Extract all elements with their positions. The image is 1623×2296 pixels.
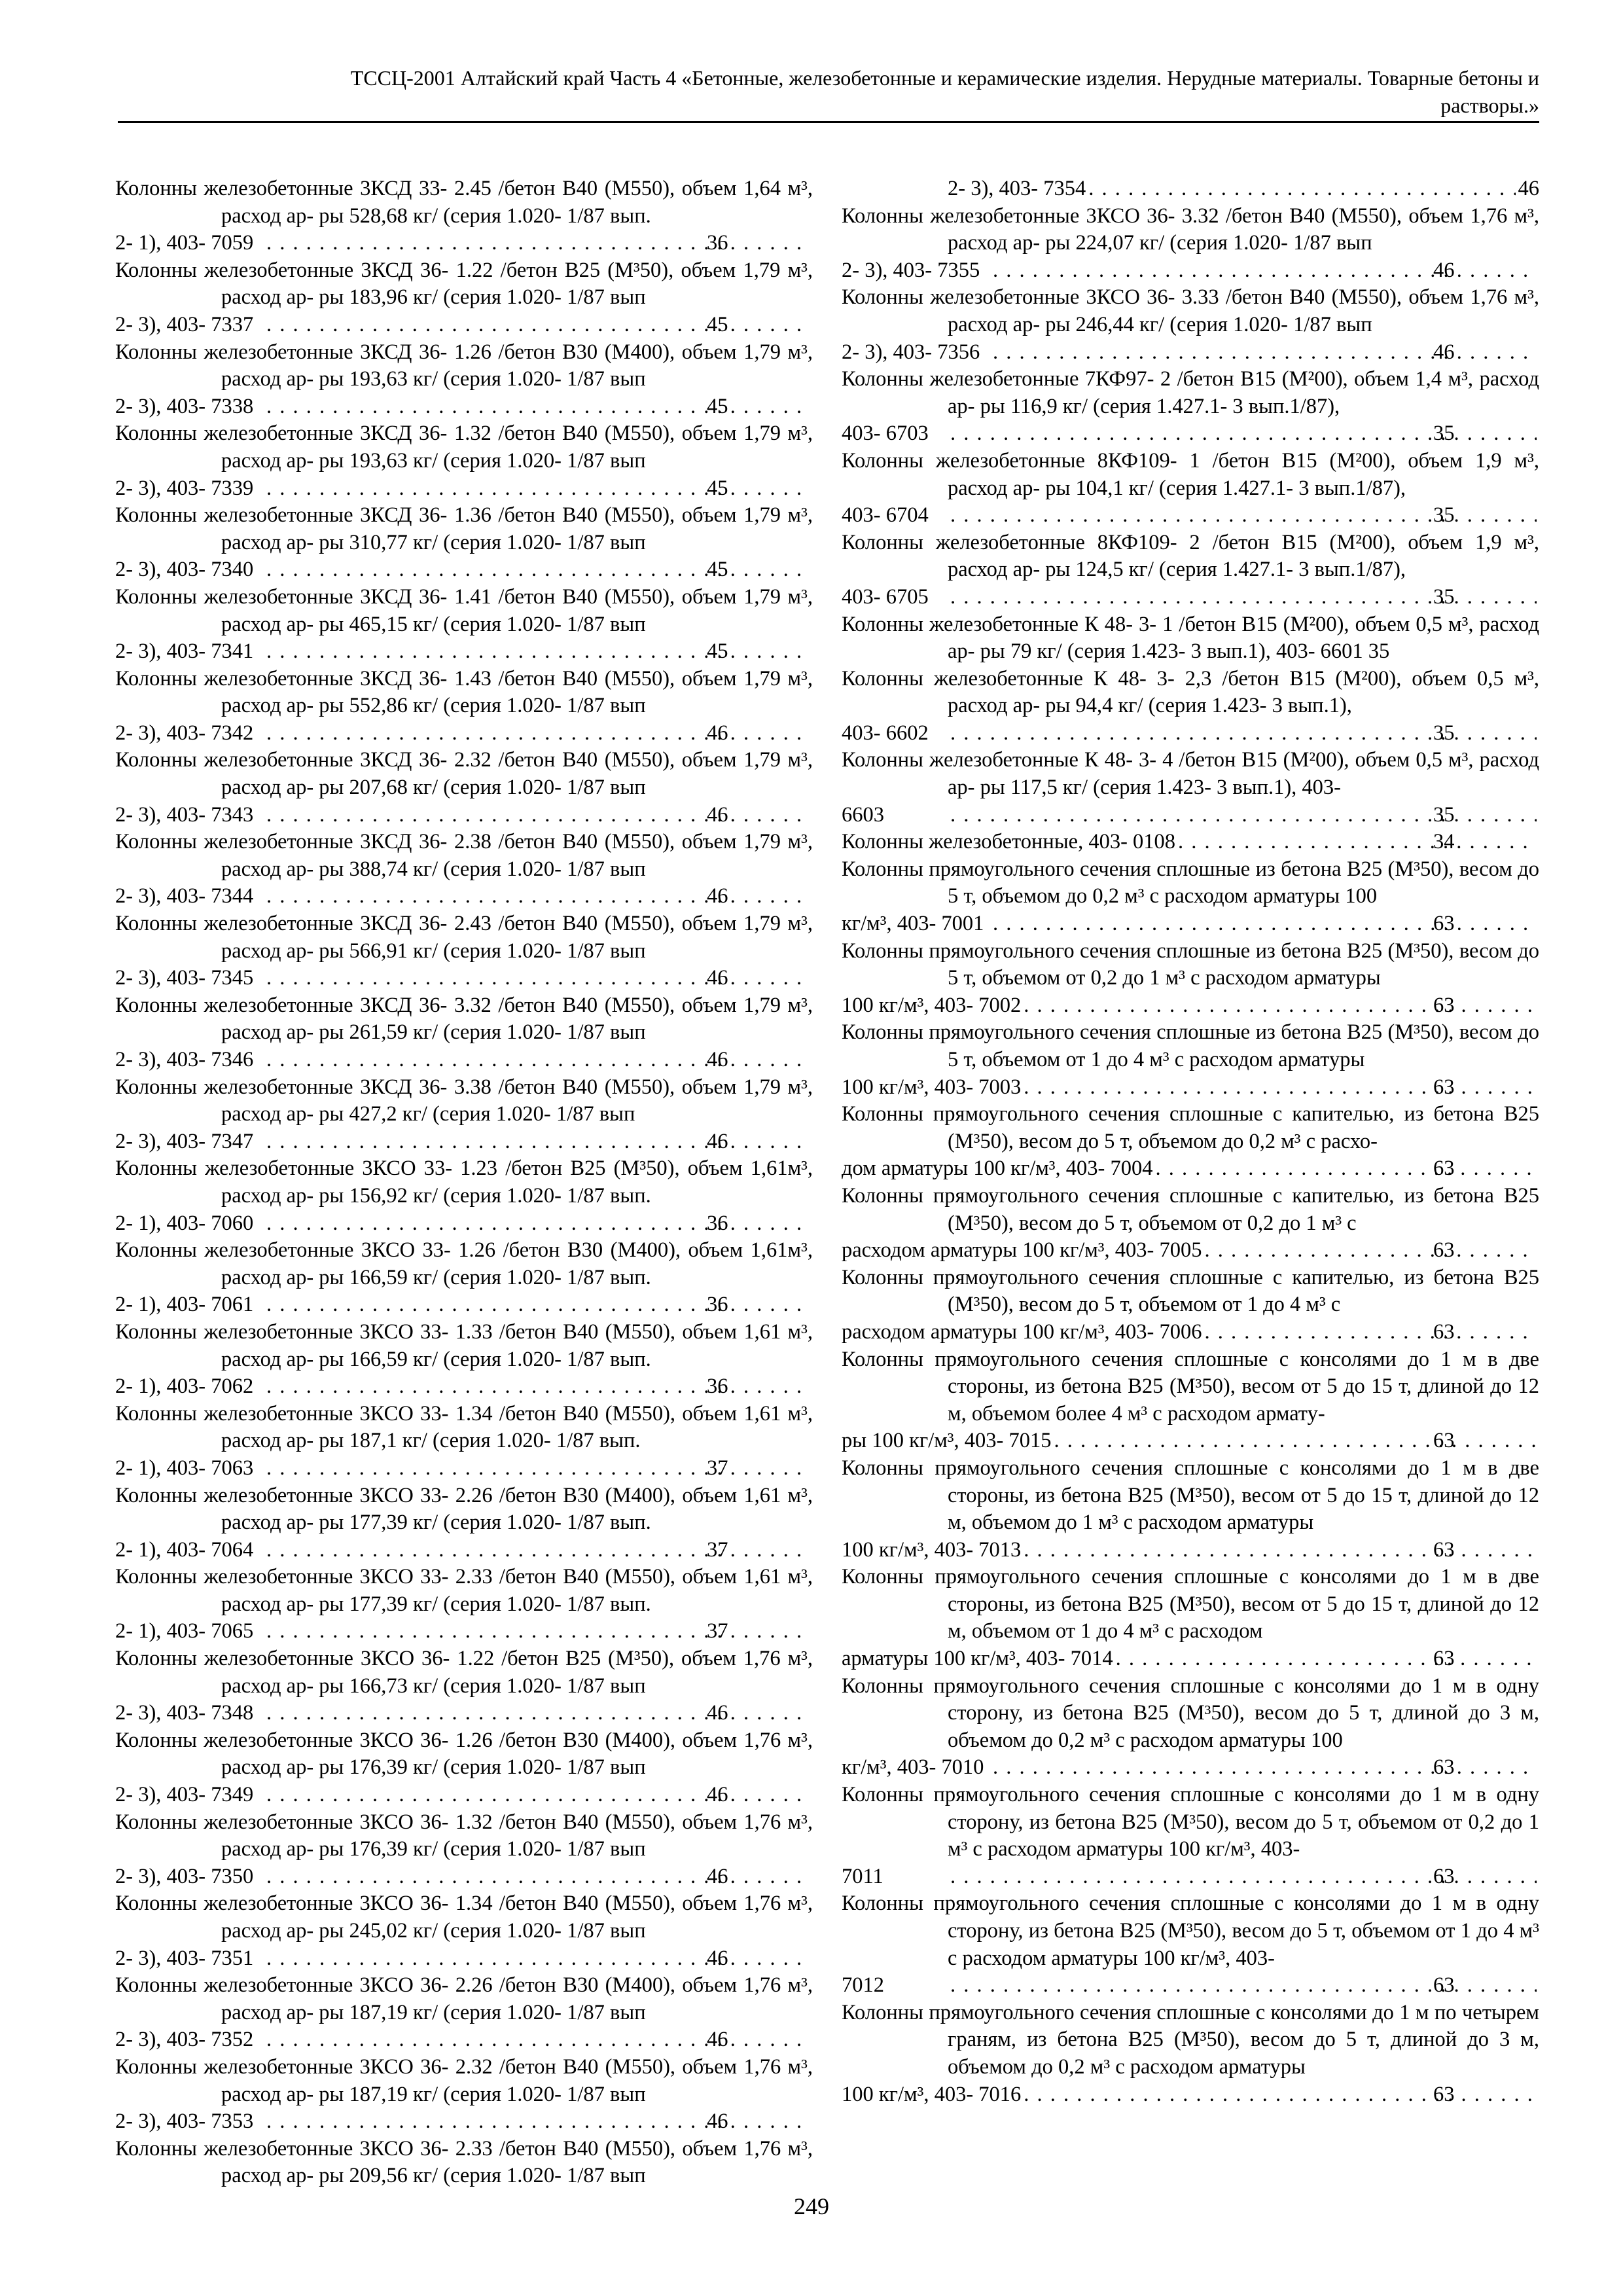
entry-code: ры 100 кг/м³, 403- 7015	[842, 1429, 1052, 1453]
entry-text: Колонны железобетонные К 48- 3- 1 /бетон В15 (М²00), объем 0,5 м³, расход ар- ры 79 кг/ (серия 1.423- 3 вып.1), 403- 6601 35	[842, 612, 1539, 664]
index-entry: Колонны железобетонные 3КСД 36- 1.43 /бетон В40 (М550), объем 1,79 м³, расход ар- ры 552,86 кг/ (серия 1.020- 1/87 вып 2- 3), 403- 7342 . . . 46	[115, 666, 813, 747]
entry-text: Колонны железобетонные 3КСД 36- 1.43 /бетон В40 (М550), объем 1,79 м³, расход ар- ры 552,86 кг/ (серия 1.020- 1/87 вып	[115, 666, 813, 718]
entry-text: Колонны железобетонные 3КСО 36- 1.26 /бетон В30 (М400), объем 1,76 м³, расход ар- ры 176,39 кг/ (серия 1.020- 1/87 вып	[115, 1728, 813, 1780]
index-entry: Колонны прямоугольного сечения сплошные из бетона В25 (М³50), весом до 5 т, объемом до 0,2 м³ с расходом арматуры 100 кг/м³, 403- 7001 . . . 63	[842, 856, 1539, 938]
index-entry: Колонны железобетонные К 48- 3- 4 /бетон В15 (М²00), объем 0,5 м³, расход ар- ры 117,5 кг/ (серия 1.423- 3 вып.1), 403- 6603 . . . 35	[842, 747, 1539, 829]
entry-text: Колонны железобетонные К 48- 3- 2,3 /бетон В15 (М²00), объем 0,5 м³, расход ар- ры 94,4 кг/ (серия 1.423- 3 вып.1),	[842, 666, 1539, 718]
entry-text: Колонны железобетонные 3КСД 36- 2.43 /бетон В40 (М550), объем 1,79 м³, расход ар- ры 566,91 кг/ (серия 1.020- 1/87 вып	[115, 912, 813, 963]
entry-text: Колонны железобетонные 3КСД 36- 2.38 /бетон В40 (М550), объем 1,79 м³, расход ар- ры 388,74 кг/ (серия 1.020- 1/87 вып	[115, 830, 813, 881]
entry-text: Колонны железобетонные 7КФ97- 2 /бетон В15 (М²00), объем 1,4 м³, расход ар- ры 116,9 кг/ (серия 1.427.1- 3 вып.1/87),	[842, 367, 1539, 418]
index-entry: Колонны железобетонные 3КСД 36- 1.26 /бетон В30 (М400), объем 1,79 м³, расход ар- ры 193,63 кг/ (серия 1.020- 1/87 вып 2- 3), 403- 7338 . . . 45	[115, 339, 813, 421]
entry-text: Колонны прямоугольного сечения сплошные из бетона В25 (М³50), весом до 5 т, объемом до 0,2 м³ с расходом арматуры 100	[842, 857, 1539, 908]
index-entry: Колонны прямоугольного сечения сплошные из бетона В25 (М³50), весом до 5 т, объемом от 0,2 до 1 м³ с расходом арматуры 100 кг/м³, 403- 7002 . . . 63	[842, 938, 1539, 1020]
dot-leader	[1205, 1319, 1537, 1346]
index-entry: Колонны железобетонные 3КСО 36- 1.32 /бетон В40 (М550), объем 1,76 м³, расход ар- ры 176,39 кг/ (серия 1.020- 1/87 вып 2- 3), 403- 7350 . . . 46	[115, 1809, 813, 1891]
entry-code: 2- 3), 403- 7353	[115, 2109, 254, 2134]
entry-text: Колонны железобетонные 3КСД 36- 3.32 /бетон В40 (М550), объем 1,79 м³, расход ар- ры 261,59 кг/ (серия 1.020- 1/87 вып	[115, 993, 813, 1045]
dot-leader	[266, 1455, 810, 1482]
entry-text: Колонны железобетонные 3КСД 36- 3.38 /бетон В40 (М550), объем 1,79 м³, расход ар- ры 427,2 кг/ (серия 1.020- 1/87 вып	[115, 1075, 813, 1126]
index-entry: Колонны железобетонные 3КСД 33- 2.45 /бетон В40 (М550), объем 1,64 м³, расход ар- ры 528,68 кг/ (серия 1.020- 1/87 вып. 2- 1), 403- 7059 . . . 36	[115, 175, 813, 257]
dot-leader	[1024, 992, 1537, 1020]
entry-code: дом арматуры 100 кг/м³, 403- 7004	[842, 1157, 1153, 1181]
entry-code: 2- 3), 403- 7350	[115, 1864, 254, 1888]
index-entry: Колонны прямоугольного сечения сплошные из бетона В25 (М³50), весом до 5 т, объемом от 1 до 4 м³ с расходом арматуры 100 кг/м³, 403- 7003 . . . 63	[842, 1019, 1539, 1101]
entry-code: 100 кг/м³, 403- 7003	[842, 1075, 1022, 1099]
dot-leader	[266, 965, 810, 992]
entry-code: 2- 3), 403- 7348	[115, 1701, 254, 1725]
entry-code: 2- 3), 403- 7355	[842, 258, 980, 282]
entry-text: Колонны железобетонные 8КФ109- 2 /бетон В15 (М²00), объем 1,9 м³, расход ар- ры 124,5 кг/ (серия 1.427.1- 3 вып.1/87),	[842, 530, 1539, 582]
entry-text: Колонны прямоугольного сечения сплошные с консолями до 1 м в две стороны, из бетона В25 (М³50), весом от 5 до 15 т, длиной до 12 м, объемом более 4 м³ с расходом армату-	[842, 1347, 1539, 1426]
entry-text: Колонны железобетонные 3КСО 33- 1.33 /бетон В40 (М550), объем 1,61 м³, расход ар- ры 166,59 кг/ (серия 1.020- 1/87 вып.	[115, 1319, 813, 1371]
dot-leader	[266, 1210, 810, 1238]
dot-leader	[1088, 175, 1515, 203]
dot-leader	[1024, 1074, 1537, 1102]
index-entry: Колонны железобетонные, 403- 0108 . . . 34	[842, 829, 1539, 856]
dot-leader	[266, 1047, 810, 1074]
entry-code: 100 кг/м³, 403- 7013	[842, 1537, 1022, 1562]
dot-leader	[1024, 1537, 1537, 1564]
dot-leader	[266, 393, 810, 421]
dot-leader	[266, 1373, 810, 1401]
dot-leader	[1054, 1427, 1537, 1455]
entry-text: Колонны железобетонные 3КСО 33- 2.33 /бетон В40 (М550), объем 1,61 м³, расход ар- ры 177,39 кг/ (серия 1.020- 1/87 вып.	[115, 1565, 813, 1616]
entry-page-number: 46	[1518, 177, 1539, 200]
entry-code: кг/м³, 403- 7010	[842, 1755, 984, 1780]
index-entry	[842, 611, 1539, 666]
entry-text: Колонны прямоугольного сечения сплошные с консолями до 1 м в две стороны, из бетона В25 (М³50), весом от 5 до 15 т, длиной до 12 м, объемом от 1 до 4 м³ с расходом	[842, 1565, 1539, 1643]
entry-text: Колонны железобетонные 3КСО 36- 3.33 /бетон В40 (М550), объем 1,76 м³, расход ар- ры 246,44 кг/ (серия 1.020- 1/87 вып	[842, 285, 1539, 336]
entry-code: 2- 1), 403- 7061	[115, 1293, 254, 1317]
dot-leader	[266, 883, 810, 910]
index-column-left	[115, 175, 813, 2190]
entry-text: Колонны железобетонные 3КСД 36- 1.26 /бетон В30 (М400), объем 1,79 м³, расход ар- ры 193,63 кг/ (серия 1.020- 1/87 вып	[115, 340, 813, 391]
entry-code: арматуры 100 кг/м³, 403- 7014	[842, 1647, 1113, 1671]
entry-text: Колонны прямоугольного сечения сплошные с консолями до 1 м по четырем граням, из бетона В25 (М³50), весом до 5 т, длиной до 3 м, объемом до 0,2 м³ с расходом арматуры	[842, 2000, 1539, 2079]
dot-leader	[1116, 1645, 1537, 1673]
index-entry: Колонны железобетонные 3КСО 33- 1.23 /бетон В25 (М³50), объем 1,61м³, расход ар- ры 156,92 кг/ (серия 1.020- 1/87 вып. 2- 1), 403- 7060 . . . 36	[115, 1155, 813, 1237]
entry-text: Колонны железобетонные 3КСО 36- 1.34 /бетон В40 (М550), объем 1,76 м³, расход ар- ры 245,02 кг/ (серия 1.020- 1/87 вып	[115, 1892, 813, 1943]
dot-leader	[266, 1863, 810, 1891]
entry-code: 2- 1), 403- 7060	[115, 1211, 254, 1235]
entry-text: Колонны железобетонные 3КСО 33- 1.26 /бетон В30 (М400), объем 1,61м³, расход ар- ры 166,59 кг/ (серия 1.020- 1/87 вып.	[115, 1238, 813, 1289]
entry-text: Колонны железобетонные 3КСД 36- 1.32 /бетон В40 (М550), объем 1,79 м³, расход ар- ры 193,63 кг/ (серия 1.020- 1/87 вып	[115, 422, 813, 473]
entry-code: 2- 3), 403- 7343	[115, 802, 254, 827]
entry-code: 100 кг/м³, 403- 7016	[842, 2082, 1022, 2106]
entry-code: 2- 3), 403- 7345	[115, 966, 254, 990]
entry-text: Колонны прямоугольного сечения сплошные с консолями до 1 м в одну сторону, из бетона В25 (М³50), весом до 5 т, объемом от 0,2 до 1 м³ с расходом арматуры 100 кг/м³, 403-	[842, 1783, 1539, 1861]
dot-leader	[266, 802, 810, 829]
index-entry: Колонны прямоугольного сечения сплошные с консолями до 1 м в одну сторону, из бетона В25 (М³50), весом до 5 т, объемом от 0,2 до 1 м³ с расходом арматуры 100 кг/м³, 403- 7011 . . . 63	[842, 1782, 1539, 1890]
entry-code: расходом арматуры 100 кг/м³, 403- 7006	[842, 1319, 1202, 1344]
entry-code: 2- 1), 403- 7062	[115, 1374, 254, 1399]
dot-leader	[993, 1754, 1537, 1782]
dot-leader	[1178, 829, 1537, 856]
index-entry: Колонны железобетонные 3КСО 33- 1.34 /бетон В40 (М550), объем 1,61 м³, расход ар- ры 187,1 кг/ (серия 1.020- 1/87 вып. 2- 1), 403- 7063 . . . 37	[115, 1401, 813, 1482]
entry-code: 2- 3), 403- 7352	[115, 2028, 254, 2052]
index-entry: Колонны железобетонные 3КСО 36- 2.26 /бетон В30 (М400), объем 1,76 м³, расход ар- ры 187,19 кг/ (серия 1.020- 1/87 вып 2- 3), 403- 7352 . . . 46	[115, 1972, 813, 2054]
index-entry: Колонны прямоугольного сечения сплошные с консолями до 1 м в одну сторону, из бетона В25 (М³50), весом до 5 т, длиной до 3 м, объемом до 0,2 м³ с расходом арматуры 100 кг/м³, 403- 7010 . . . 63	[842, 1673, 1539, 1782]
index-entry: Колонны прямоугольного сечения сплошные с капителью, из бетона В25 (М³50), весом до 5 т, объемом до 0,2 м³ с расхо- дом арматуры 100 кг/м³, 403- 7004 . . . 63	[842, 1101, 1539, 1183]
entry-text: Колонны железобетонные К 48- 3- 4 /бетон В15 (М²00), объем 0,5 м³, расход ар- ры 117,5 кг/ (серия 1.423- 3 вып.1), 403-	[842, 748, 1539, 800]
index-entry: Колонны железобетонные 3КСД 36- 1.36 /бетон В40 (М550), объем 1,79 м³, расход ар- ры 310,77 кг/ (серия 1.020- 1/87 вып 2- 3), 403- 7340 . . . 45	[115, 502, 813, 584]
header-line-2: растворы.»	[1440, 94, 1539, 117]
entry-code: 2- 3), 403- 7349	[115, 1783, 254, 1807]
dot-leader	[1205, 1237, 1537, 1265]
entry-text: Колонны железобетонные 3КСО 36- 1.22 /бетон В25 (М³50), объем 1,76 м³, расход ар- ры 166,73 кг/ (серия 1.020- 1/87 вып	[115, 1647, 813, 1698]
entry-text: Колонны прямоугольного сечения сплошные с капителью, из бетона В25 (М³50), весом до 5 т, объемом до 0,2 м³ с расхо-	[842, 1102, 1539, 1153]
entry-text: Колонны железобетонные 3КСО 36- 1.32 /бетон В40 (М550), объем 1,76 м³, расход ар- ры 176,39 кг/ (серия 1.020- 1/87 вып	[115, 1810, 813, 1861]
entry-code: 2- 3), 403- 7338	[115, 394, 254, 418]
index-entry	[842, 175, 1539, 203]
index-entry: Колонны железобетонные К 48- 3- 2,3 /бетон В15 (М²00), объем 0,5 м³, расход ар- ры 94,4 кг/ (серия 1.423- 3 вып.1), 403- 6602 . . . 35	[842, 666, 1539, 747]
dot-leader	[266, 1945, 810, 1973]
entry-text: Колонны прямоугольного сечения сплошные с консолями до 1 м в одну сторону, из бетона В25 (М³50), весом до 5 т, объемом от 1 до 4 м³ с расходом арматуры 100 кг/м³, 403-	[842, 1892, 1539, 1970]
index-entry: Колонны прямоугольного сечения сплошные с консолями до 1 м в две стороны, из бетона В25 (М³50), весом от 5 до 15 т, длиной до 12 м, объемом более 4 м³ с расходом армату- ры 100 кг/м³, 403- 7015 . . . 63	[842, 1346, 1539, 1455]
dot-leader	[266, 556, 810, 584]
index-entry: Колонны железобетонные 3КСО 33- 2.26 /бетон В30 (М400), объем 1,61 м³, расход ар- ры 177,39 кг/ (серия 1.020- 1/87 вып. 2- 1), 403- 7064 . . . 37	[115, 1482, 813, 1564]
entry-code: 2- 3), 403- 7354	[948, 177, 1086, 200]
entry-text: Колонны железобетонные 3КСО 33- 1.34 /бетон В40 (М550), объем 1,61 м³, расход ар- ры 187,1 кг/ (серия 1.020- 1/87 вып.	[115, 1401, 813, 1453]
index-entry: Колонны железобетонные 3КСД 36- 2.38 /бетон В40 (М550), объем 1,79 м³, расход ар- ры 388,74 кг/ (серия 1.020- 1/87 вып 2- 3), 403- 7344 . . . 46	[115, 829, 813, 910]
entry-text: Колонны прямоугольного сечения сплошные с капителью, из бетона В25 (М³50), весом до 5 т, объемом от 0,2 до 1 м³ с	[842, 1183, 1539, 1235]
dot-leader	[993, 339, 1537, 367]
dot-leader	[1024, 2081, 1537, 2109]
entry-code: 2- 3), 403- 7346	[115, 1048, 254, 1071]
entry-code: расходом арматуры 100 кг/м³, 403- 7005	[842, 1238, 1202, 1263]
index-entry: Колонны прямоугольного сечения сплошные с консолями до 1 м в одну сторону, из бетона В25 (М³50), весом до 5 т, объемом от 1 до 4 м³ с расходом арматуры 100 кг/м³, 403- 7012 . . . 63	[842, 1890, 1539, 1999]
dot-leader	[266, 1618, 810, 1645]
index-entry: Колонны железобетонные 3КСО 36- 2.32 /бетон В40 (М550), объем 1,76 м³, расход ар- ры 187,19 кг/ (серия 1.020- 1/87 вып 2- 3), 403- 7353 . . . 46	[115, 2054, 813, 2136]
entry-text: Колонны железобетонные 3КСО 36- 2.26 /бетон В30 (М400), объем 1,76 м³, расход ар- ры 187,19 кг/ (серия 1.020- 1/87 вып	[115, 1973, 813, 2024]
entry-code: 2- 3), 403- 7340	[115, 558, 254, 582]
index-entry: Колонны железобетонные 3КСД 36- 1.32 /бетон В40 (М550), объем 1,79 м³, расход ар- ры 193,63 кг/ (серия 1.020- 1/87 вып 2- 3), 403- 7339 . . . 45	[115, 420, 813, 502]
entry-text: Колонны железобетонные 3КСО 33- 2.26 /бетон В30 (М400), объем 1,61 м³, расход ар- ры 177,39 кг/ (серия 1.020- 1/87 вып.	[115, 1483, 813, 1535]
dot-leader	[266, 1537, 810, 1564]
entry-text: Колонны железобетонные 3КСД 36- 1.41 /бетон В40 (М550), объем 1,79 м³, расход ар- ры 465,15 кг/ (серия 1.020- 1/87 вып	[115, 584, 813, 636]
entry-code: 2- 1), 403- 7064	[115, 1537, 254, 1562]
dot-leader	[266, 720, 810, 747]
index-entry: Колонны железобетонные 3КСО 33- 1.26 /бетон В30 (М400), объем 1,61м³, расход ар- ры 166,59 кг/ (серия 1.020- 1/87 вып. 2- 1), 403- 7061 . . . 36	[115, 1237, 813, 1319]
dot-leader	[266, 1128, 810, 1156]
index-entry: Колонны железобетонные 3КСД 36- 2.32 /бетон В40 (М550), объем 1,79 м³, расход ар- ры 207,68 кг/ (серия 1.020- 1/87 вып 2- 3), 403- 7343 . . . 46	[115, 747, 813, 829]
entry-code: Колонны железобетонные, 403- 0108	[842, 830, 1176, 854]
entry-text: Колонны железобетонные 3КСО 36- 3.32 /бетон В40 (М550), объем 1,76 м³, расход ар- ры 224,07 кг/ (серия 1.020- 1/87 вып	[842, 204, 1539, 255]
index-entry: Колонны прямоугольного сечения сплошные с консолями до 1 м в две стороны, из бетона В25 (М³50), весом от 5 до 15 т, длиной до 12 м, объемом до 1 м³ с расходом арматуры 100 кг/м³, 403- 7013 . . . 63	[842, 1455, 1539, 1564]
index-entry: Колонны железобетонные 3КСД 36- 1.41 /бетон В40 (М550), объем 1,79 м³, расход ар- ры 465,15 кг/ (серия 1.020- 1/87 вып 2- 3), 403- 7341 . . . 45	[115, 584, 813, 666]
index-entry: Колонны железобетонные 8КФ109- 1 /бетон В15 (М²00), объем 1,9 м³, расход ар- ры 104,1 кг/ (серия 1.427.1- 3 вып.1/87), 403- 6704 . . . 35	[842, 448, 1539, 529]
entry-text: Колонны железобетонные 3КСО 36- 2.33 /бетон В40 (М550), объем 1,76 м³, расход ар- ры 209,56 кг/ (серия 1.020- 1/87 вып	[115, 2136, 813, 2188]
dot-leader	[266, 638, 810, 666]
index-entry: Колонны прямоугольного сечения сплошные с консолями до 1 м в две стороны, из бетона В25 (М³50), весом от 5 до 15 т, длиной до 12 м, объемом от 1 до 4 м³ с расходом арматуры 100 кг/м³, 403- 7014 . . . 63	[842, 1564, 1539, 1672]
entry-text: Колонны железобетонные 3КСД 36- 1.22 /бетон В25 (М³50), объем 1,79 м³, расход ар- ры 183,96 кг/ (серия 1.020- 1/87 вып	[115, 258, 813, 310]
index-entry: Колонны железобетонные 3КСО 33- 2.33 /бетон В40 (М550), объем 1,61 м³, расход ар- ры 177,39 кг/ (серия 1.020- 1/87 вып. 2- 1), 403- 7065 . . . 37	[115, 1564, 813, 1645]
entry-code: 2- 3), 403- 7356	[842, 340, 980, 364]
entry-text: Колонны прямоугольного сечения сплошные с капителью, из бетона В25 (М³50), весом до 5 т, объемом от 1 до 4 м³ с	[842, 1265, 1539, 1317]
index-entry: Колонны прямоугольного сечения сплошные с консолями до 1 м по четырем граням, из бетона В25 (М³50), весом до 5 т, длиной до 3 м, объемом до 0,2 м³ с расходом арматуры 100 кг/м³, 403- 7016 . . . 63	[842, 2000, 1539, 2108]
entry-code: 2- 3), 403- 7339	[115, 476, 254, 500]
entry-text: Колонны прямоугольного сечения сплошные с консолями до 1 м в две стороны, из бетона В25 (М³50), весом от 5 до 15 т, длиной до 12 м, объемом до 1 м³ с расходом арматуры	[842, 1456, 1539, 1535]
entry-code: 2- 1), 403- 7063	[115, 1456, 254, 1480]
entry-code: 2- 3), 403- 7351	[115, 1946, 254, 1970]
entry-text: Колонны железобетонные 3КСД 33- 2.45 /бетон В40 (М550), объем 1,64 м³, расход ар- ры 528,68 кг/ (серия 1.020- 1/87 вып.	[115, 177, 813, 228]
dot-leader	[266, 312, 810, 339]
entry-code: 2- 3), 403- 7344	[115, 884, 254, 908]
dot-leader	[266, 475, 810, 503]
dot-leader	[266, 230, 810, 257]
index-entry: Колонны прямоугольного сечения сплошные с капителью, из бетона В25 (М³50), весом до 5 т, объемом от 0,2 до 1 м³ с расходом арматуры 100 кг/м³, 403- 7005 . . . 63	[842, 1183, 1539, 1265]
index-entry: Колонны железобетонные 3КСО 36- 1.22 /бетон В25 (М³50), объем 1,76 м³, расход ар- ры 166,73 кг/ (серия 1.020- 1/87 вып 2- 3), 403- 7348 . . . 46	[115, 1645, 813, 1727]
dot-leader	[993, 257, 1537, 285]
entry-text: Колонны прямоугольного сечения сплошные с консолями до 1 м в одну сторону, из бетона В25 (М³50), весом до 5 т, длиной до 3 м, объемом до 0,2 м³ с расходом арматуры 100	[842, 1674, 1539, 1752]
entry-code: 2- 3), 403- 7337	[115, 312, 254, 336]
entry-text: Колонны железобетонные 8КФ109- 1 /бетон В15 (М²00), объем 1,9 м³, расход ар- ры 104,1 кг/ (серия 1.427.1- 3 вып.1/87),	[842, 448, 1539, 500]
index-entry: Колонны железобетонные 7КФ97- 2 /бетон В15 (М²00), объем 1,4 м³, расход ар- ры 116,9 кг/ (серия 1.427.1- 3 вып.1/87), 403- 6703 . . . 35	[842, 366, 1539, 448]
entry-code: 2- 1), 403- 7065	[115, 1619, 254, 1643]
entry-text: Колонны железобетонные 3КСО 36- 2.32 /бетон В40 (М550), объем 1,76 м³, расход ар- ры 187,19 кг/ (серия 1.020- 1/87 вып	[115, 2054, 813, 2106]
dot-leader	[993, 910, 1537, 938]
index-entry: Колонны железобетонные 3КСО 36- 3.33 /бетон В40 (М550), объем 1,76 м³, расход ар- ры 246,44 кг/ (серия 1.020- 1/87 вып 2- 3), 403- 7356 . . . 46	[842, 284, 1539, 366]
dot-leader	[266, 2108, 810, 2136]
index-entry: Колонны железобетонные 3КСД 36- 1.22 /бетон В25 (М³50), объем 1,79 м³, расход ар- ры 183,96 кг/ (серия 1.020- 1/87 вып 2- 3), 403- 7337 . . . 45	[115, 257, 813, 339]
index-entry: Колонны железобетонные 3КСД 36- 3.32 /бетон В40 (М550), объем 1,79 м³, расход ар- ры 261,59 кг/ (серия 1.020- 1/87 вып 2- 3), 403- 7346 . . . 46	[115, 992, 813, 1074]
index-entry: Колонны железобетонные 3КСД 36- 3.38 /бетон В40 (М550), объем 1,79 м³, расход ар- ры 427,2 кг/ (серия 1.020- 1/87 вып 2- 3), 403- 7347 . . . 46	[115, 1074, 813, 1156]
index-entry	[115, 2136, 813, 2190]
page-number: 249	[794, 2193, 829, 2219]
index-entry: Колонны железобетонные 8КФ109- 2 /бетон В15 (М²00), объем 1,9 м³, расход ар- ры 124,5 кг/ (серия 1.427.1- 3 вып.1/87), 403- 6705 . . . 35	[842, 529, 1539, 611]
header-line-1: ТССЦ-2001 Алтайский край Часть 4 «Бетонные, железобетонные и керамические изделия. Нерудные материалы. Товарные бетоны и	[350, 66, 1539, 90]
entry-code: 2- 1), 403- 7059	[115, 231, 254, 255]
entry-text: Колонны прямоугольного сечения сплошные из бетона В25 (М³50), весом до 5 т, объемом от 0,2 до 1 м³ с расходом арматуры	[842, 939, 1539, 990]
header-rule	[118, 121, 1539, 123]
entry-text: Колонны прямоугольного сечения сплошные из бетона В25 (М³50), весом до 5 т, объемом от 1 до 4 м³ с расходом арматуры	[842, 1020, 1539, 1071]
entry-code: 2- 3), 403- 7342	[115, 721, 254, 745]
entry-code: 2- 3), 403- 7347	[115, 1129, 254, 1153]
entry-text: Колонны железобетонные 3КСД 36- 1.36 /бетон В40 (М550), объем 1,79 м³, расход ар- ры 310,77 кг/ (серия 1.020- 1/87 вып	[115, 503, 813, 554]
index-entry: Колонны прямоугольного сечения сплошные с капителью, из бетона В25 (М³50), весом до 5 т, объемом от 1 до 4 м³ с расходом арматуры 100 кг/м³, 403- 7006 . . . 63	[842, 1265, 1539, 1346]
entry-text: Колонны железобетонные 3КСД 36- 2.32 /бетон В40 (М550), объем 1,79 м³, расход ар- ры 207,68 кг/ (серия 1.020- 1/87 вып	[115, 748, 813, 800]
running-header	[118, 64, 1539, 119]
index-entry: Колонны железобетонные 3КСД 36- 2.43 /бетон В40 (М550), объем 1,79 м³, расход ар- ры 566,91 кг/ (серия 1.020- 1/87 вып 2- 3), 403- 7345 . . . 46	[115, 910, 813, 992]
entry-code: 2- 3), 403- 7341	[115, 639, 254, 664]
dot-leader	[266, 1291, 810, 1319]
dot-leader	[1156, 1155, 1537, 1183]
index-column-right	[842, 175, 1539, 2108]
entry-text: Колонны железобетонные 3КСО 33- 1.23 /бетон В25 (М³50), объем 1,61м³, расход ар- ры 156,92 кг/ (серия 1.020- 1/87 вып.	[115, 1157, 813, 1208]
index-entry: Колонны железобетонные 3КСО 33- 1.33 /бетон В40 (М550), объем 1,61 м³, расход ар- ры 166,59 кг/ (серия 1.020- 1/87 вып. 2- 1), 403- 7062 . . . 36	[115, 1319, 813, 1401]
dot-leader	[266, 2026, 810, 2054]
index-entry: Колонны железобетонные 3КСО 36- 3.32 /бетон В40 (М550), объем 1,76 м³, расход ар- ры 224,07 кг/ (серия 1.020- 1/87 вып 2- 3), 403- 7355 . . . 46	[842, 203, 1539, 285]
dot-leader	[266, 1700, 810, 1727]
entry-code: кг/м³, 403- 7001	[842, 912, 984, 936]
dot-leader	[266, 1782, 810, 1809]
entry-code: 100 кг/м³, 403- 7002	[842, 993, 1022, 1017]
index-entry: Колонны железобетонные 3КСО 36- 1.34 /бетон В40 (М550), объем 1,76 м³, расход ар- ры 245,02 кг/ (серия 1.020- 1/87 вып 2- 3), 403- 7351 . . . 46	[115, 1890, 813, 1972]
index-entry: Колонны железобетонные 3КСО 36- 1.26 /бетон В30 (М400), объем 1,76 м³, расход ар- ры 176,39 кг/ (серия 1.020- 1/87 вып 2- 3), 403- 7349 . . . 46	[115, 1727, 813, 1809]
